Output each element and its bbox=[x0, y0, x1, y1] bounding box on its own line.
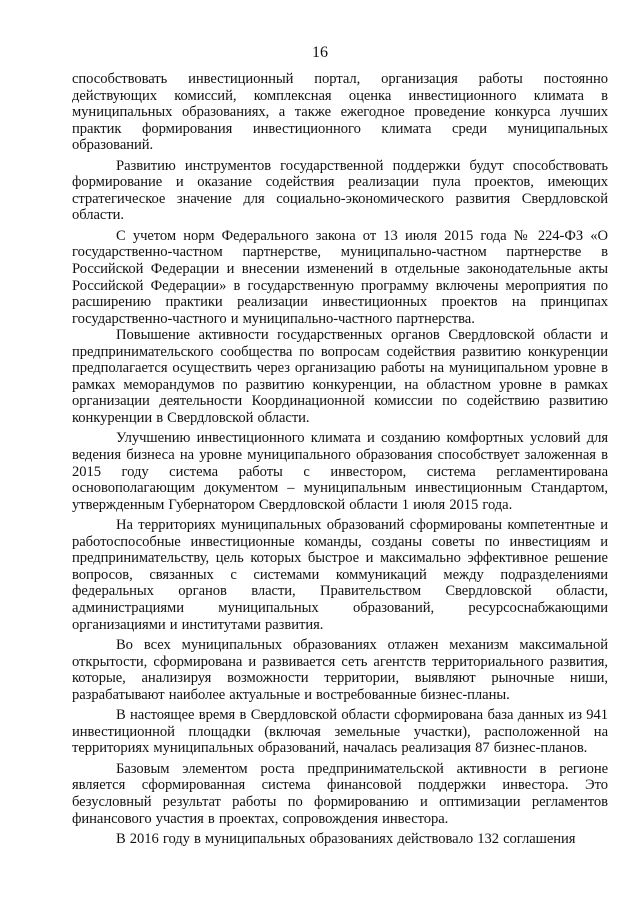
paragraph-4: Повышение активности государственных органов Свердловской области и предпринимательского сообщества по вопросам содействия развитию конкуренции предполагается осуществить через организацию работы на муниципальном уровне в рамках меморандумов по развитию конкуренции, на областном уровне в рамках организации деятельности Координационной комиссии по содействию развитию конкуренции в Свердловской области. bbox=[72, 327, 608, 426]
paragraph-8: В настоящее время в Свердловской области сформирована база данных из 941 инвестиционной площадки (включая земельные участки), расположенной на территориях муниципальных образований, началась реализация 87 бизнес-планов. bbox=[72, 707, 608, 757]
paragraph-7: Во всех муниципальных образованиях отлажен механизм максимальной открытости, сформирована и развивается сеть агентств территориального развития, которые, анализируя возможности территории, выявляют рыночные ниши, разрабатывают наиболее актуальные и востребованные бизнес-планы. bbox=[72, 637, 608, 703]
paragraph-1: способствовать инвестиционный портал, организация работы постоянно действующих комиссий, комплексная оценка инвестиционного климата в муниципальных образованиях, а также ежегодное проведение конкурса лучших практик формирования инвестиционного климата среди муниципальных образований. bbox=[72, 71, 608, 154]
paragraph-3: С учетом норм Федерального закона от 13 июля 2015 года № 224-ФЗ «О государственно-частном партнерстве, муниципально-частном партнерстве в Российской Федерации и внесении изменений в отдельные законодательные акты Российской Федерации» в государственную программу включены мероприятия по расширению практики реализации инвестиционных проектов на принципах государственно-частного и муниципально-частного партнерства. bbox=[72, 227, 608, 327]
paragraph-6: На территориях муниципальных образований сформированы компетентные и работоспособные инвестиционные команды, созданы советы по инвестициям и предпринимательству, цель которых быстрое и максимально эффективное решение вопросов, связанных с системами коммуникаций между подразделениями федеральных органов власти, Правительством Свердловской области, администрациями муниципальных образований, ресурсоснабжающими организациями и институтами развития. bbox=[72, 517, 608, 633]
paragraph-5: Улучшению инвестиционного климата и созданию комфортных условий для ведения бизнеса на уровне муниципального образования способствует заложенная в 2015 году система работы с инвестором, система регламентирована основополагающим документом – муниципальным инвестиционным Стандартом, утвержденным Губернатором Свердловской области 1 июля 2015 года. bbox=[72, 430, 608, 513]
document-body bbox=[72, 71, 608, 848]
paragraph-2: Развитию инструментов государственной поддержки будут способствовать формирование и оказание содействия реализации пула проектов, имеющих стратегическое значение для социально-экономического развития Свердловской области. bbox=[72, 157, 608, 224]
page-number: 16 bbox=[312, 44, 328, 61]
paragraph-9: Базовым элементом роста предпринимательской активности в регионе является сформированная система финансовой поддержки инвестора. Это безусловный результат работы по формированию и оптимизации регламентов финансового участия в проектах, сопровождения инвестора. bbox=[72, 760, 608, 827]
paragraph-10: В 2016 году в муниципальных образованиях действовало 132 соглашения bbox=[116, 831, 576, 848]
